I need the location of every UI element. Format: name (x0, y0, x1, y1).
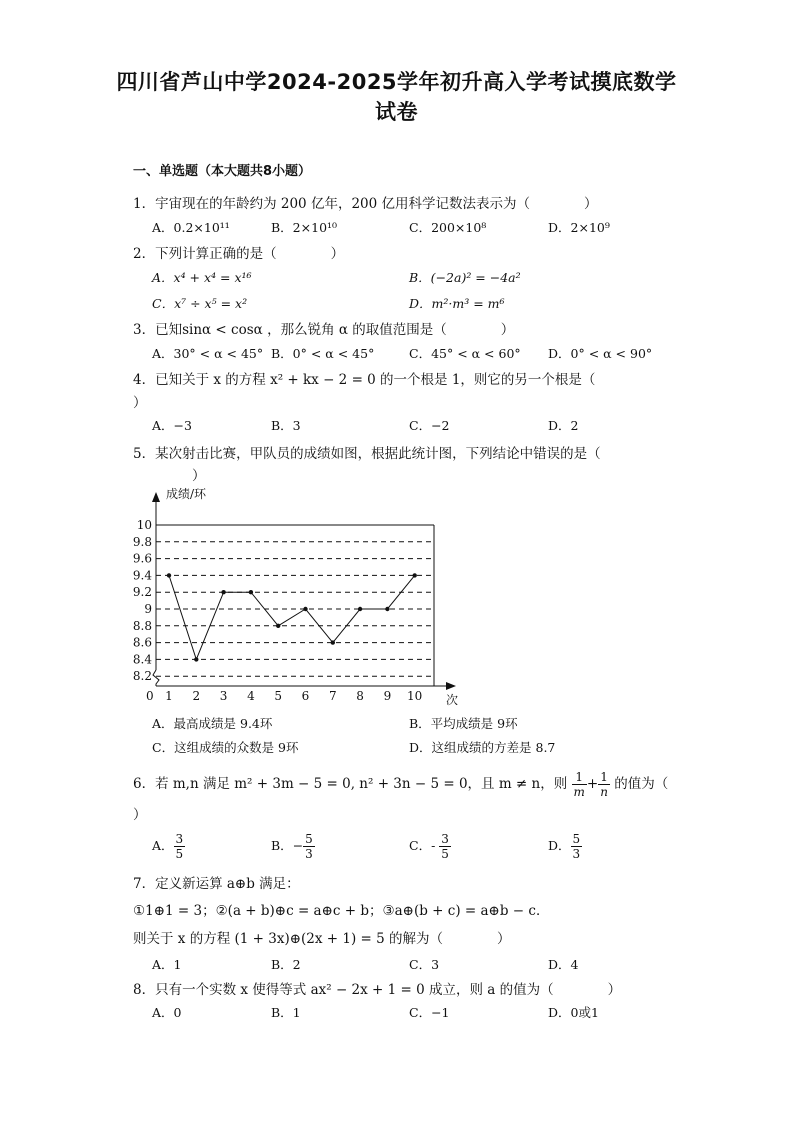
q2-option-d[interactable]: D．m²·m³ = m⁶ (409, 296, 505, 311)
q6-a-num: 3 (175, 832, 184, 846)
y-tick-9.4: 9.4 (132, 568, 152, 583)
y-tick-9.6: 9.6 (132, 551, 152, 566)
y-tick-8.4: 8.4 (132, 652, 152, 667)
x-tick-1: 1 (165, 689, 173, 703)
q5-option-c[interactable]: C．这组成绩的众数是 9环 (152, 740, 299, 755)
y-tick-8.8: 8.8 (132, 618, 152, 633)
q7-option-c[interactable]: C．3 (409, 957, 440, 972)
q6-fraction-1 (572, 770, 587, 799)
score-line-chart (128, 484, 468, 712)
q1-option-a[interactable]: A．0.2×10¹¹ (152, 220, 230, 235)
q6-frac2-num: 1 (598, 770, 610, 785)
q7-option-a[interactable]: A．1 (152, 957, 182, 972)
x-tick-8: 8 (356, 689, 364, 703)
q6-frac1-num: 1 (572, 770, 587, 785)
q1-option-c[interactable]: C．200×10⁸ (409, 220, 487, 235)
q6-c-fraction (439, 832, 451, 861)
question-2: 2．下列计算正确的是（ ） (133, 246, 345, 262)
q2-option-b[interactable]: B．(−2a)² = −4a² (409, 270, 521, 285)
y-tick-9.2: 9.2 (132, 585, 152, 600)
q6-b-num: 5 (305, 832, 313, 846)
q7-option-b[interactable]: B．2 (271, 957, 301, 972)
chart-grid (156, 525, 434, 686)
question-6-cont: ） (133, 807, 147, 823)
question-4: 4．已知关于 x 的方程 x² + kx − 2 = 0 的一个根是 1，则它的另一个根是（ (133, 372, 596, 388)
x-tick-4: 4 (247, 689, 255, 703)
q8-option-d[interactable]: D．0或1 (548, 1005, 599, 1020)
q6-frac1-den: m (573, 785, 585, 799)
score-point-6 (303, 607, 307, 611)
question-7: 7．定义新运算 a⊕b 满足： (133, 876, 300, 892)
question-8: 8．只有一个实数 x 使得等式 ax² − 2x + 1 = 0 成立，则 a 的值为（ ） (133, 982, 622, 998)
x-tick-2: 2 (192, 689, 201, 703)
q6-a-fraction (174, 832, 186, 861)
q2-option-c[interactable]: C．x⁷ ÷ x⁵ = x² (152, 296, 248, 311)
score-point-10 (413, 573, 417, 577)
q5-option-a[interactable]: A．最高成绩是 9.4环 (152, 716, 273, 731)
y-tick-8.2: 8.2 (132, 669, 152, 684)
x-tick-5: 5 (274, 689, 283, 703)
y-tick-9: 9 (144, 602, 152, 616)
q3-option-c[interactable]: C．45° < α < 60° (409, 346, 521, 361)
q6-d-num: 5 (572, 832, 581, 846)
q6-c-num: 3 (441, 832, 449, 846)
question-6 (133, 770, 668, 799)
x-axis-arrow (446, 682, 456, 690)
q6-b-den: 3 (305, 847, 313, 861)
q6-c-sign: - (431, 838, 436, 853)
q6-a-label: A． (152, 838, 174, 853)
chart-x-label: 次 (446, 693, 459, 707)
score-point-1 (167, 573, 171, 577)
question-7-ask: 则关于 x 的方程 (1 + 3x)⊕(2x + 1) = 5 的解为（ ） (133, 931, 511, 947)
q6-b-label: B． (271, 838, 293, 853)
q6-b-sign: − (292, 838, 304, 853)
score-point-4 (249, 590, 253, 594)
q6-c-label: C． (409, 838, 432, 853)
chart-origin-label: 0 (146, 689, 154, 703)
q5-option-b[interactable]: B．平均成绩是 9环 (409, 716, 518, 731)
x-tick-7: 7 (328, 689, 337, 703)
score-point-8 (358, 607, 362, 611)
score-point-2 (194, 657, 198, 661)
y-axis-break (153, 670, 159, 686)
q6-frac2-den: n (600, 785, 608, 799)
score-point-3 (221, 590, 225, 594)
q6-option-d[interactable] (548, 832, 582, 861)
question-5-cont: ） (192, 468, 206, 484)
q1-option-b[interactable]: B．2×10¹⁰ (271, 220, 338, 235)
q2-option-a[interactable]: A．x⁴ + x⁴ = x¹⁶ (152, 270, 252, 285)
score-series-line (169, 575, 415, 659)
chart-y-label: 成绩/环 (166, 487, 207, 501)
q7-option-d[interactable]: D．4 (548, 957, 579, 972)
q6-option-a[interactable] (152, 832, 185, 861)
q6-d-label: D． (548, 838, 571, 853)
question-3: 3．已知sinα < cosα ，那么锐角 α 的取值范围是（ ） (133, 322, 515, 338)
q6-text-post: 的值为（ (614, 776, 669, 792)
q6-d-den: 3 (572, 847, 581, 861)
y-tick-8.6: 8.6 (132, 635, 152, 650)
title-line-1: 四川省芦山中学2024-2025学年初升高入学考试摸底数学 (116, 70, 677, 94)
q8-option-a[interactable]: A．0 (152, 1005, 182, 1020)
q5-option-d[interactable]: D．这组成绩的方差是 8.7 (409, 740, 556, 755)
y-tick-10: 10 (136, 518, 152, 532)
q6-text-pre: 6．若 m,n 满足 m² + 3m − 5 = 0, n² + 3n − 5 = 0，且 m ≠ n，则 (133, 776, 568, 792)
q3-option-d[interactable]: D．0° < α < 90° (548, 346, 653, 361)
x-tick-9: 9 (383, 689, 392, 703)
y-tick-9.8: 9.8 (132, 534, 152, 549)
title-line-2: 试卷 (375, 100, 418, 124)
q8-option-b[interactable]: B．1 (271, 1005, 301, 1020)
chart-ticks (133, 518, 422, 703)
q4-option-d[interactable]: D．2 (548, 418, 579, 433)
section-heading: 一、单选题（本大题共8小题） (133, 164, 312, 179)
score-point-5 (276, 624, 280, 628)
q6-c-den: 5 (441, 847, 449, 861)
q6-plus: + (586, 776, 599, 792)
question-7-rules: ①1⊕1 = 3；②(a + b)⊕c = a⊕c + b；③a⊕(b + c) = a⊕b − c． (133, 903, 550, 919)
q3-option-b[interactable]: B．0° < α < 45° (271, 346, 375, 361)
chart-series (167, 573, 417, 661)
q6-a-den: 5 (175, 847, 184, 861)
q4-option-c[interactable]: C．−2 (409, 418, 450, 433)
q1-option-d[interactable]: D．2×10⁹ (548, 220, 610, 235)
score-point-9 (385, 607, 389, 611)
q6-fraction-2 (598, 770, 610, 799)
q4-option-a[interactable]: A．−3 (152, 418, 192, 433)
y-axis-arrow (152, 492, 160, 502)
q6-d-fraction (571, 832, 583, 861)
q4-option-b[interactable]: B．3 (271, 418, 301, 433)
question-1: 1．宇宙现在的年龄约为 200 亿年，200 亿用科学记数法表示为（ ） (133, 196, 598, 212)
q6-b-fraction (303, 832, 315, 861)
q3-option-a[interactable]: A．30° < α < 45° (152, 346, 264, 361)
x-tick-3: 3 (219, 689, 228, 703)
x-tick-6: 6 (301, 689, 310, 703)
x-tick-10: 10 (407, 689, 423, 703)
q6-option-b[interactable] (271, 832, 315, 861)
question-4-cont: ） (133, 395, 147, 411)
q6-option-c[interactable] (409, 832, 451, 861)
score-point-7 (331, 640, 335, 644)
q8-option-c[interactable]: C．−1 (409, 1005, 450, 1020)
question-5: 5．某次射击比赛，甲队员的成绩如图，根据此统计图，下列结论中错误的是（ (133, 446, 601, 462)
